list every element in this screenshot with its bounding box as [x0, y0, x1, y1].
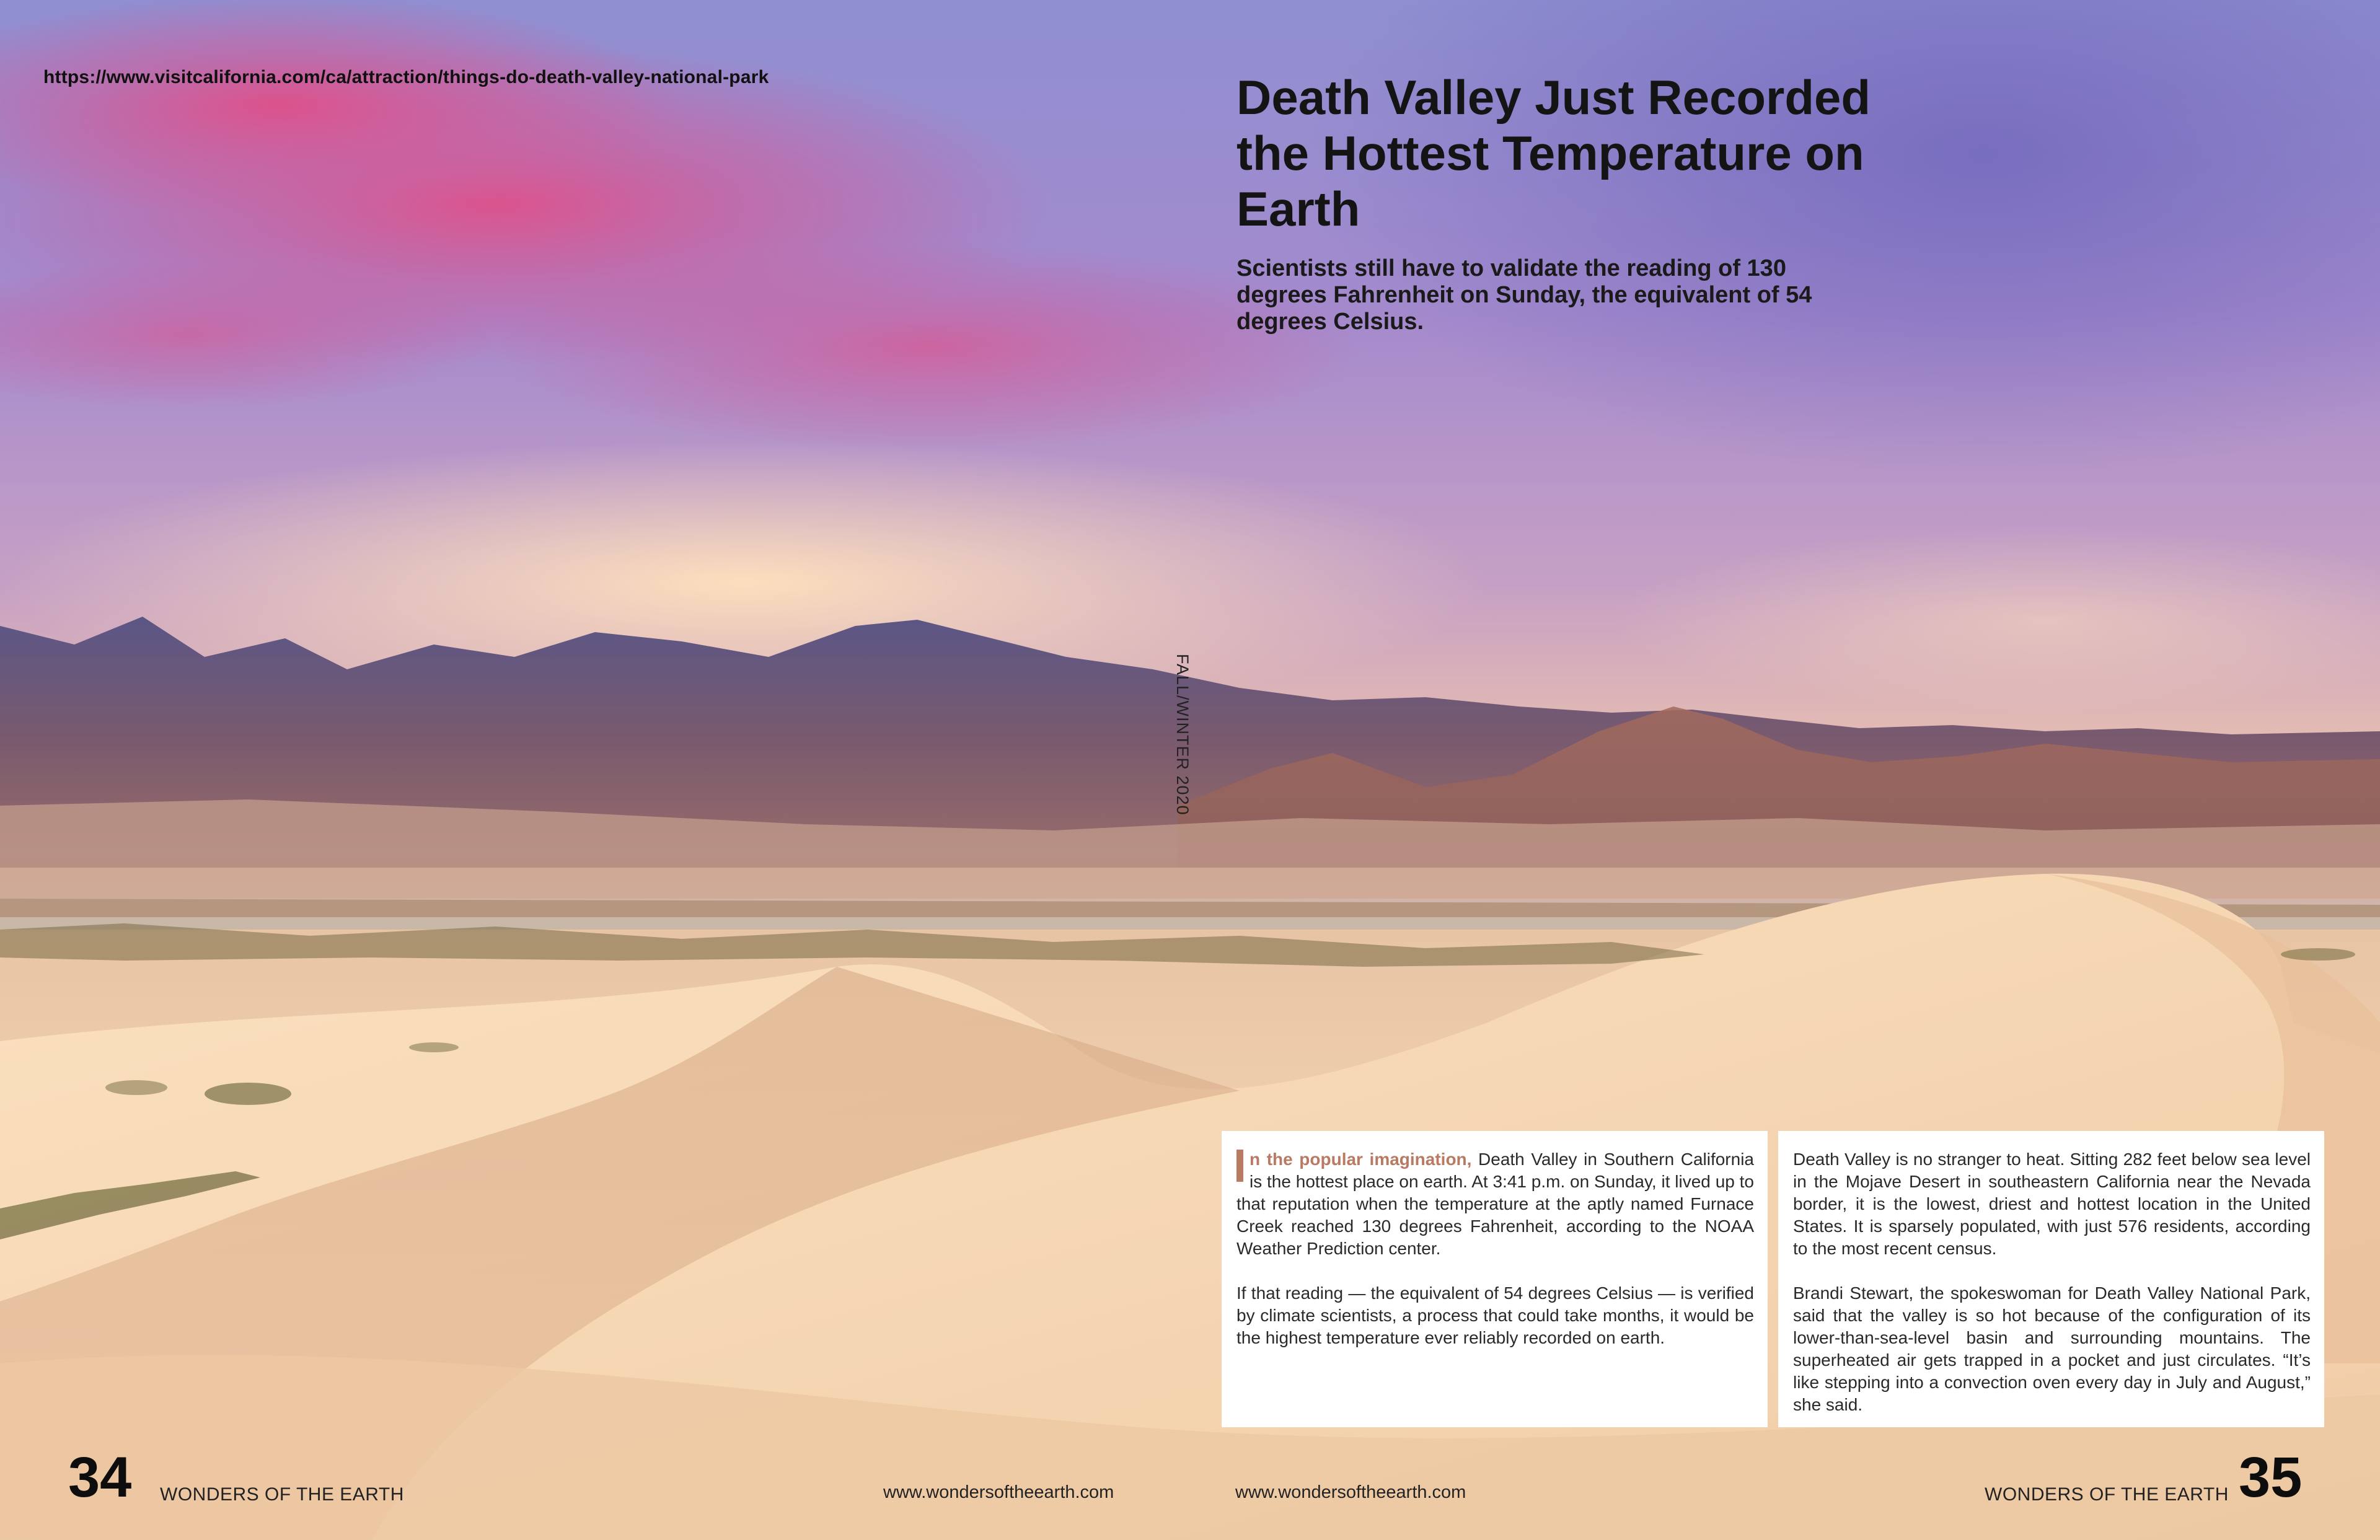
article-column-right: [1778, 1131, 2324, 1427]
page-number-left: 34: [68, 1446, 132, 1509]
article-lead-in: n the popular imagination,: [1250, 1150, 1472, 1169]
article-text: Death Valley in Southern California is the hottest place on earth. At 3:41 p.m. on Sunday, it lived up to that reputation when the temperature at the aptly named Furnace Creek reached 130 degrees Fahrenheit, according to the NOAA Weather Prediction center.: [1236, 1150, 1754, 1258]
website-link-right[interactable]: www.wondersoftheearth.com: [1235, 1482, 1466, 1502]
article-paragraph: Brandi Stewart, the spokeswoman for Death Valley National Park, said that the valley is so hot because of the configuration of its lower-than-sea-level basin and surrounding mountains. The superheated air gets trapped in a pocket and just circulates. “It’s like stepping into a convection oven every day in July and August,” she said.: [1793, 1283, 2311, 1414]
magazine-name-left: WONDERS OF THE EARTH: [160, 1484, 404, 1505]
article-headline: Death Valley Just Recorded the Hottest Temperature on Earth: [1236, 70, 1871, 236]
source-url[interactable]: https://www.visitcalifornia.com/ca/attraction/things-do-death-valley-national-park: [43, 67, 769, 87]
page-number-right: 35: [2239, 1446, 2303, 1509]
article-paragraph: Death Valley is no stranger to heat. Sitting 282 feet below sea level in the Mojave Desert in southeastern California near the Nevada border, it is the lowest, driest and hottest location in the United States. It is sparsely populated, with just 576 residents, according to the most recent census.: [1793, 1150, 2311, 1258]
article-paragraph: [1236, 1148, 1754, 1260]
article-column-left: [1222, 1131, 1768, 1427]
drop-cap-bar: [1236, 1150, 1243, 1182]
article-subhead: Scientists still have to validate the reading of 130 degrees Fahrenheit on Sunday, the equivalent of 54 degrees Celsius.: [1236, 255, 1812, 335]
website-link-left[interactable]: www.wondersoftheearth.com: [883, 1482, 1114, 1502]
article-paragraph: If that reading — the equivalent of 54 degrees Celsius — is verified by climate scientists, a process that could take months, it would be the highest temperature ever reliably recorded on earth.: [1236, 1283, 1754, 1347]
magazine-name-right: WONDERS OF THE EARTH: [1985, 1484, 2229, 1505]
issue-label: FALL/WINTER 2020: [1173, 654, 1192, 816]
